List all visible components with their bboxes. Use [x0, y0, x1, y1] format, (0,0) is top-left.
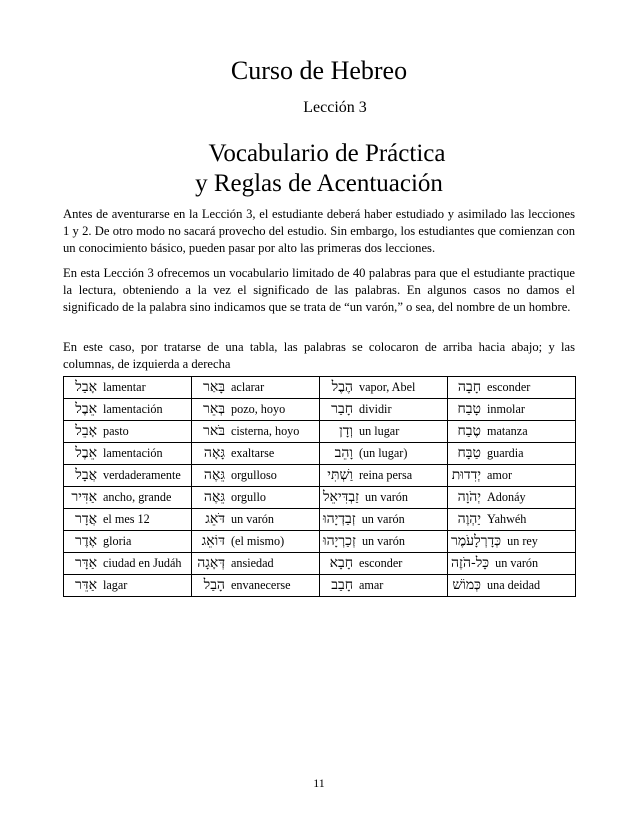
spanish-meaning: reina persa: [359, 468, 413, 482]
table-note-paragraph: En este caso, por tratarse de una tabla, las palabras se colocaron de arriba hacia abajo; y las columnas, de izquierda a derecha: [63, 340, 575, 371]
vocab-cell: [448, 531, 576, 553]
table-row: [64, 377, 576, 399]
hebrew-word: יְדִדוּת: [451, 467, 481, 483]
hebrew-word: חָבָה: [457, 379, 481, 395]
hebrew-word: דּוֹאֵג: [201, 533, 225, 549]
spanish-meaning: aclarar: [231, 380, 265, 394]
spanish-meaning: un lugar: [359, 424, 400, 438]
vocab-cell: [192, 377, 320, 399]
spanish-meaning: guardia: [487, 446, 524, 460]
hebrew-word: אֲדָר: [74, 511, 97, 527]
hebrew-word: חָבַב: [331, 577, 353, 593]
vocab-cell: [448, 487, 576, 509]
spanish-meaning: un rey: [507, 534, 538, 548]
vocab-cell: [448, 377, 576, 399]
vocab-cell: [192, 421, 320, 443]
vocab-cell: [64, 377, 192, 399]
vocab-cell: [64, 575, 192, 597]
vocab-cell: [320, 421, 448, 443]
vocabulary-paragraph: En esta Lección 3 ofrecemos un vocabulario limitado de 40 palabras para que el estudiante practique la lectura, obteniendo a la vez el significado de las palabras. En algunos casos no damos el significado de la palabra sino indicamos que se trata de “un varón,” o sea, del nombre de un hombre.: [63, 266, 575, 314]
hebrew-word: בָּאַר: [202, 379, 225, 395]
hebrew-word: גֵּאֶה: [203, 489, 225, 505]
spanish-meaning: un varón: [361, 512, 405, 526]
spanish-meaning: pozo, hoyo: [231, 402, 286, 416]
section-heading: [0, 139, 638, 199]
vocab-cell: [64, 509, 192, 531]
spanish-meaning: pasto: [103, 424, 129, 438]
vocab-cell: [192, 575, 320, 597]
hebrew-word: אֶדֶר: [74, 533, 97, 549]
vocab-cell: [320, 553, 448, 575]
spanish-meaning: un varón: [231, 512, 274, 526]
hebrew-word: יַהְוֶה: [457, 511, 481, 527]
vocab-cell: [64, 443, 192, 465]
hebrew-word: הָבַל: [203, 577, 225, 593]
vocab-cell: [448, 465, 576, 487]
hebrew-word: טֶבַח: [457, 423, 481, 439]
vocab-cell: [448, 399, 576, 421]
hebrew-word: זְכַרְיָהוּ: [323, 533, 356, 549]
hebrew-word: וָהֵב: [334, 445, 353, 461]
table-row: [64, 465, 576, 487]
vocab-cell: [448, 443, 576, 465]
vocab-cell: [64, 531, 192, 553]
vocab-cell: [192, 509, 320, 531]
spanish-meaning: orgulloso: [231, 468, 277, 482]
vocab-cell: [320, 531, 448, 553]
vocab-cell: [448, 421, 576, 443]
vocabulary-table-body: [64, 377, 576, 597]
hebrew-word: אַדִּיר: [71, 489, 97, 505]
section-heading-line-2: y Reglas de Acentuación: [195, 170, 443, 197]
hebrew-word: זְבַדְיָהוּ: [323, 511, 356, 527]
intro-paragraph: Antes de aventurarse en la Lección 3, el estudiante deberá haber estudiado y asimilado las lecciones 1 y 2. De otro modo no sacará provecho del estudio. Sin embargo, los estudiantes que comienzan con un conocimiento básico, pueden pasar por alto las primeras dos lecciones.: [63, 207, 575, 255]
spanish-meaning: lamentación: [103, 402, 163, 416]
spanish-meaning: vapor, Abel: [359, 380, 416, 394]
vocab-cell: [320, 487, 448, 509]
spanish-meaning: esconder: [487, 380, 531, 394]
page-number: 11: [313, 776, 325, 790]
table-row: [64, 553, 576, 575]
table-row: [64, 443, 576, 465]
vocab-cell: [192, 487, 320, 509]
spanish-meaning: lagar: [103, 578, 128, 592]
spanish-meaning: ciudad en Judáh: [103, 556, 182, 570]
table-row: [64, 421, 576, 443]
spanish-meaning: lamentar: [103, 380, 146, 394]
vocab-cell: [192, 399, 320, 421]
hebrew-word: חָבָא: [329, 555, 353, 571]
hebrew-word: בֹּאר: [202, 423, 225, 439]
hebrew-word: וְדָן: [339, 423, 353, 439]
spanish-meaning: matanza: [487, 424, 528, 438]
vocab-cell: [64, 465, 192, 487]
spanish-meaning: Yahwéh: [487, 512, 527, 526]
table-row: [64, 399, 576, 421]
spanish-meaning: esconder: [359, 556, 403, 570]
table-row: [64, 487, 576, 509]
hebrew-word: חָבַר: [331, 401, 353, 417]
hebrew-word: זַבְדִּיאֵל: [323, 489, 360, 505]
spanish-meaning: Adonáy: [487, 490, 526, 504]
hebrew-word: אֲבָל: [75, 467, 97, 483]
vocab-cell: [320, 399, 448, 421]
vocab-cell: [192, 531, 320, 553]
vocab-cell: [64, 421, 192, 443]
hebrew-word: כָּל-הֹזֶה: [451, 555, 490, 571]
vocab-cell: [448, 509, 576, 531]
hebrew-word: אָבֵל: [75, 423, 97, 439]
spanish-meaning: envanecerse: [231, 578, 291, 592]
spanish-meaning: (el mismo): [231, 534, 285, 548]
vocab-cell: [64, 399, 192, 421]
hebrew-word: כְּמוֹשׁ: [452, 577, 481, 593]
vocab-cell: [192, 553, 320, 575]
spanish-meaning: una deidad: [487, 578, 541, 592]
spanish-meaning: (un lugar): [359, 446, 408, 460]
hebrew-word: וַשְׁתִּי: [327, 467, 353, 483]
hebrew-word: דֹּאֵג: [205, 511, 225, 527]
hebrew-word: גֵּאֶה: [203, 467, 225, 483]
vocab-cell: [320, 509, 448, 531]
table-row: [64, 575, 576, 597]
hebrew-word: בְּאֵר: [202, 401, 225, 417]
vocab-cell: [192, 465, 320, 487]
spanish-meaning: un varón: [365, 490, 408, 504]
vocab-cell: [320, 377, 448, 399]
hebrew-word: דְּאָגָה: [197, 555, 225, 571]
vocabulary-table: [63, 376, 576, 597]
spanish-meaning: cisterna, hoyo: [231, 424, 300, 438]
spanish-meaning: un varón: [361, 534, 405, 548]
vocab-cell: [320, 443, 448, 465]
course-title: Curso de Hebreo: [230, 56, 408, 85]
hebrew-word: אַדֵּר: [74, 577, 97, 593]
spanish-meaning: gloria: [103, 534, 132, 548]
spanish-meaning: verdaderamente: [103, 468, 181, 482]
vocab-cell: [64, 487, 192, 509]
vocab-cell: [320, 575, 448, 597]
spanish-meaning: exaltarse: [231, 446, 275, 460]
vocab-cell: [64, 553, 192, 575]
spanish-meaning: amar: [359, 578, 384, 592]
lesson-heading: Lección 3: [303, 99, 367, 116]
spanish-meaning: dividir: [359, 402, 392, 416]
spanish-meaning: un varón: [495, 556, 539, 570]
hebrew-word: אַדָּר: [74, 555, 97, 571]
hebrew-word: יְהֹוָה: [457, 489, 481, 505]
spanish-meaning: ancho, grande: [103, 490, 172, 504]
hebrew-word: הֶבֶל: [331, 379, 353, 395]
spanish-meaning: orgullo: [231, 490, 266, 504]
spanish-meaning: ansiedad: [231, 556, 274, 570]
vocab-cell: [448, 575, 576, 597]
hebrew-word: אָבַל: [75, 379, 97, 395]
spanish-meaning: inmolar: [487, 402, 525, 416]
vocab-cell: [448, 553, 576, 575]
section-heading-line-1: Vocabulario de Práctica: [208, 140, 446, 167]
table-row: [64, 531, 576, 553]
hebrew-word: כְּדָרְלָעֹמֶר: [451, 533, 502, 549]
vocab-cell: [192, 443, 320, 465]
hebrew-word: אֵבֶל: [75, 445, 97, 461]
hebrew-word: טַבָּח: [457, 445, 481, 461]
hebrew-word: אֵבֶל: [75, 401, 97, 417]
hebrew-word: טָבַח: [457, 401, 481, 417]
spanish-meaning: lamentación: [103, 446, 163, 460]
table-row: [64, 509, 576, 531]
hebrew-word: גָּאָה: [203, 445, 225, 461]
spanish-meaning: amor: [487, 468, 513, 482]
spanish-meaning: el mes 12: [103, 512, 150, 526]
vocab-cell: [320, 465, 448, 487]
